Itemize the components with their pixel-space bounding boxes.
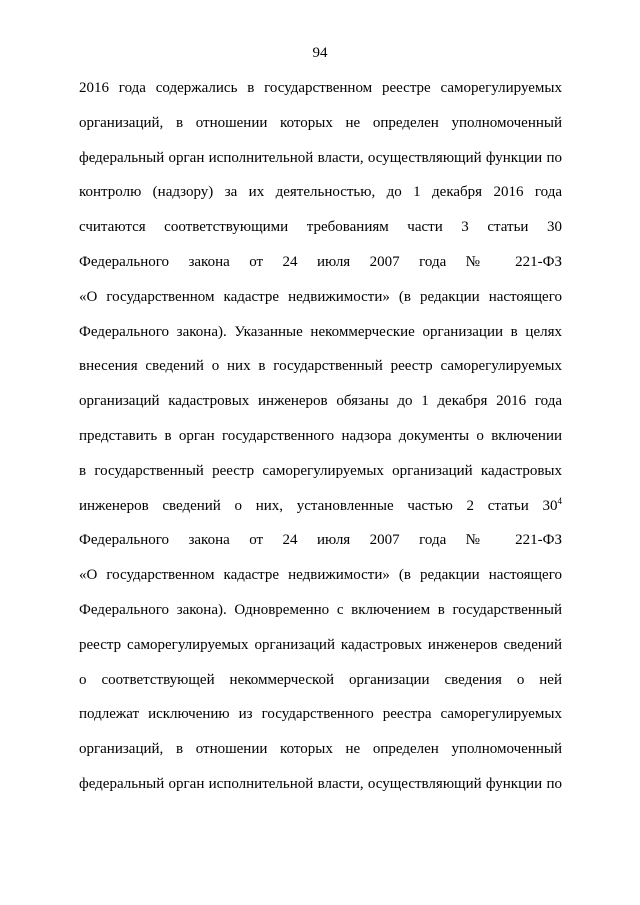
text-line: Федерального закона). Указанные некоммерческие организации в целях — [79, 323, 562, 340]
text-line-content: инженеров сведений о них, установленные частью 2 статьи 30 — [79, 497, 558, 514]
document-body — [79, 78, 562, 809]
text-line-with-superscript — [79, 496, 562, 531]
text-line: представить в орган государственного надзора документы о включении — [79, 427, 562, 444]
text-line: Федерального закона). Одновременно с включением в государственный — [79, 601, 562, 618]
text-line: организаций, в отношении которых не определен уполномоченный — [79, 741, 562, 758]
page-number: 94 — [312, 45, 328, 61]
text-line: федеральный орган исполнительной власти, осуществляющий функции по — [79, 149, 562, 166]
text-line: федеральный орган исполнительной власти, осуществляющий функции по — [79, 775, 562, 792]
text-line: реестр саморегулируемых организаций кадастровых инженеров сведений — [79, 636, 562, 653]
text-line: 2016 года содержались в государственном реестре саморегулируемых — [79, 80, 562, 96]
text-line: в государственный реестр саморегулируемых организаций кадастровых — [79, 462, 562, 479]
text-line: о соответствующей некоммерческой организации сведения о ней — [79, 671, 562, 688]
text-line: «О государственном кадастре недвижимости» (в редакции настоящего — [79, 567, 562, 584]
text-line: подлежат исключению из государственного реестра саморегулируемых — [79, 706, 562, 723]
superscript: 4 — [557, 495, 562, 506]
text-line: Федерального закона от 24 июля 2007 года № 221-ФЗ — [79, 253, 562, 270]
text-line: считаются соответствующими требованиям части 3 статьи 30 — [79, 219, 562, 236]
text-line: Федерального закона от 24 июля 2007 года № 221-ФЗ — [79, 532, 562, 549]
text-line: «О государственном кадастре недвижимости» (в редакции настоящего — [79, 288, 562, 305]
text-line: внесения сведений о них в государственный реестр саморегулируемых — [79, 358, 562, 375]
text-line: организаций, в отношении которых не определен уполномоченный — [79, 114, 562, 131]
text-line: организаций кадастровых инженеров обязаны до 1 декабря 2016 года — [79, 393, 562, 410]
text-line: контролю (надзору) за их деятельностью, до 1 декабря 2016 года — [79, 184, 562, 201]
